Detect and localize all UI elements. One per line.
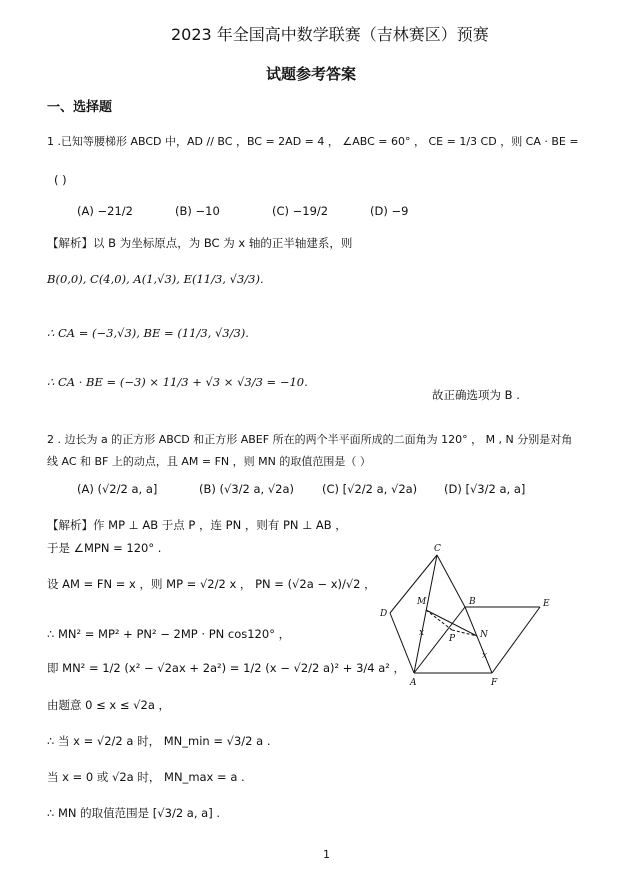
label-P: P [449, 634, 456, 644]
label-E: E [543, 599, 550, 609]
page-title: 2023 年全国高中数学联赛（吉林赛区）预赛 [171, 25, 489, 44]
diagonal-BF [465, 607, 492, 673]
label-A: A [410, 678, 417, 688]
q2-analysis-max: 当 x = 0 或 √2a 时， MN_max = a . [47, 770, 245, 784]
q2-analysis-simplify: 即 MN² = 1/2 (x² − √2ax + 2a²) = 1/2 (x − √2/2 a)² + 3/4 a² ， [47, 661, 406, 675]
q1-conclusion: 故正确选项为 B . [432, 388, 520, 402]
segment-MP [426, 610, 452, 630]
q2-option-b: (B) (√3/2 a, √2a) [199, 482, 295, 496]
label-x-AM: x [419, 628, 425, 638]
q1-analysis-intro: 【解析】以 B 为坐标原点，为 BC 为 x 轴的正半轴建系，则 [47, 236, 353, 250]
q1-option-a: (A) −21/2 [77, 204, 133, 218]
q1-option-b: (B) −10 [175, 204, 220, 218]
q2-option-c: (C) [√2/2 a, √2a) [322, 482, 418, 496]
page-number: 1 [323, 848, 330, 861]
label-F: F [491, 678, 498, 688]
edge-EF [492, 607, 540, 673]
label-x-FN: x [482, 651, 488, 661]
q2-stem-line1: 2 . 边长为 a 的正方形 ABCD 和正方形 ABEF 所在的两个半平面所成的二面角为 120° ， M , N 分别是对角 [47, 433, 573, 446]
q1-option-c: (C) −19/2 [272, 204, 329, 218]
q1-analysis-dot-product: ∴ CA · BE = (−3) × 11/3 + √3 × √3/3 = −10. [47, 375, 308, 389]
section-heading-choice: 一、选择题 [47, 100, 113, 115]
q1-blank: ( ) [54, 173, 67, 187]
q2-analysis-intro: 【解析】作 MP ⊥ AB 于点 P ，连 PN ，则有 PN ⊥ AB ， [47, 518, 347, 532]
q2-stem-line2: 线 AC 和 BF 上的动点，且 AM = FN ，则 MN 的取值范围是（ ） [47, 455, 371, 468]
geometry-figure [370, 540, 570, 690]
q2-analysis-setup: 设 AM = FN = x ，则 MP = √2/2 x ， PN = (√2a − x)/√2 ， [47, 577, 376, 591]
q2-option-d: (D) [√3/2 a, a] [444, 482, 526, 496]
q2-analysis-cosine-law: ∴ MN² = MP² + PN² − 2MP · PN cos120° ， [47, 627, 291, 641]
edge-AD [390, 613, 414, 673]
label-C: C [434, 544, 441, 554]
edge-CB [437, 555, 465, 607]
q2-analysis-min: ∴ 当 x = √2/2 a 时， MN_min = √3/2 a . [47, 734, 271, 748]
q2-analysis-domain: 由题意 0 ≤ x ≤ √2a ， [47, 698, 171, 712]
segment-MN [426, 610, 477, 636]
label-D: D [380, 609, 388, 619]
q2-option-a: (A) (√2/2 a, a] [77, 482, 158, 496]
label-B: B [469, 597, 476, 607]
q1-option-d: (D) −9 [370, 204, 409, 218]
q1-stem: 1 .已知等腰梯形 ABCD 中，AD // BC ，BC = 2AD = 4 ， ∠ABC = 60° ， CE = 1/3 CD ，则 CA · BE = [47, 135, 579, 148]
q2-analysis-angle: 于是 ∠MPN = 120° . [47, 541, 162, 555]
segment-PN [452, 630, 477, 636]
label-M: M [417, 597, 427, 607]
page-subtitle: 试题参考答案 [266, 65, 357, 83]
edge-DC [390, 555, 437, 613]
q1-analysis-vectors: ∴ CA = (−3,√3), BE = (11/3, √3/3). [47, 326, 249, 340]
label-N: N [480, 630, 488, 640]
q2-analysis-range: ∴ MN 的取值范围是 [√3/2 a, a] . [47, 806, 220, 820]
q1-analysis-coords: B(0,0), C(4,0), A(1,√3), E(11/3, √3/3). [47, 272, 264, 286]
